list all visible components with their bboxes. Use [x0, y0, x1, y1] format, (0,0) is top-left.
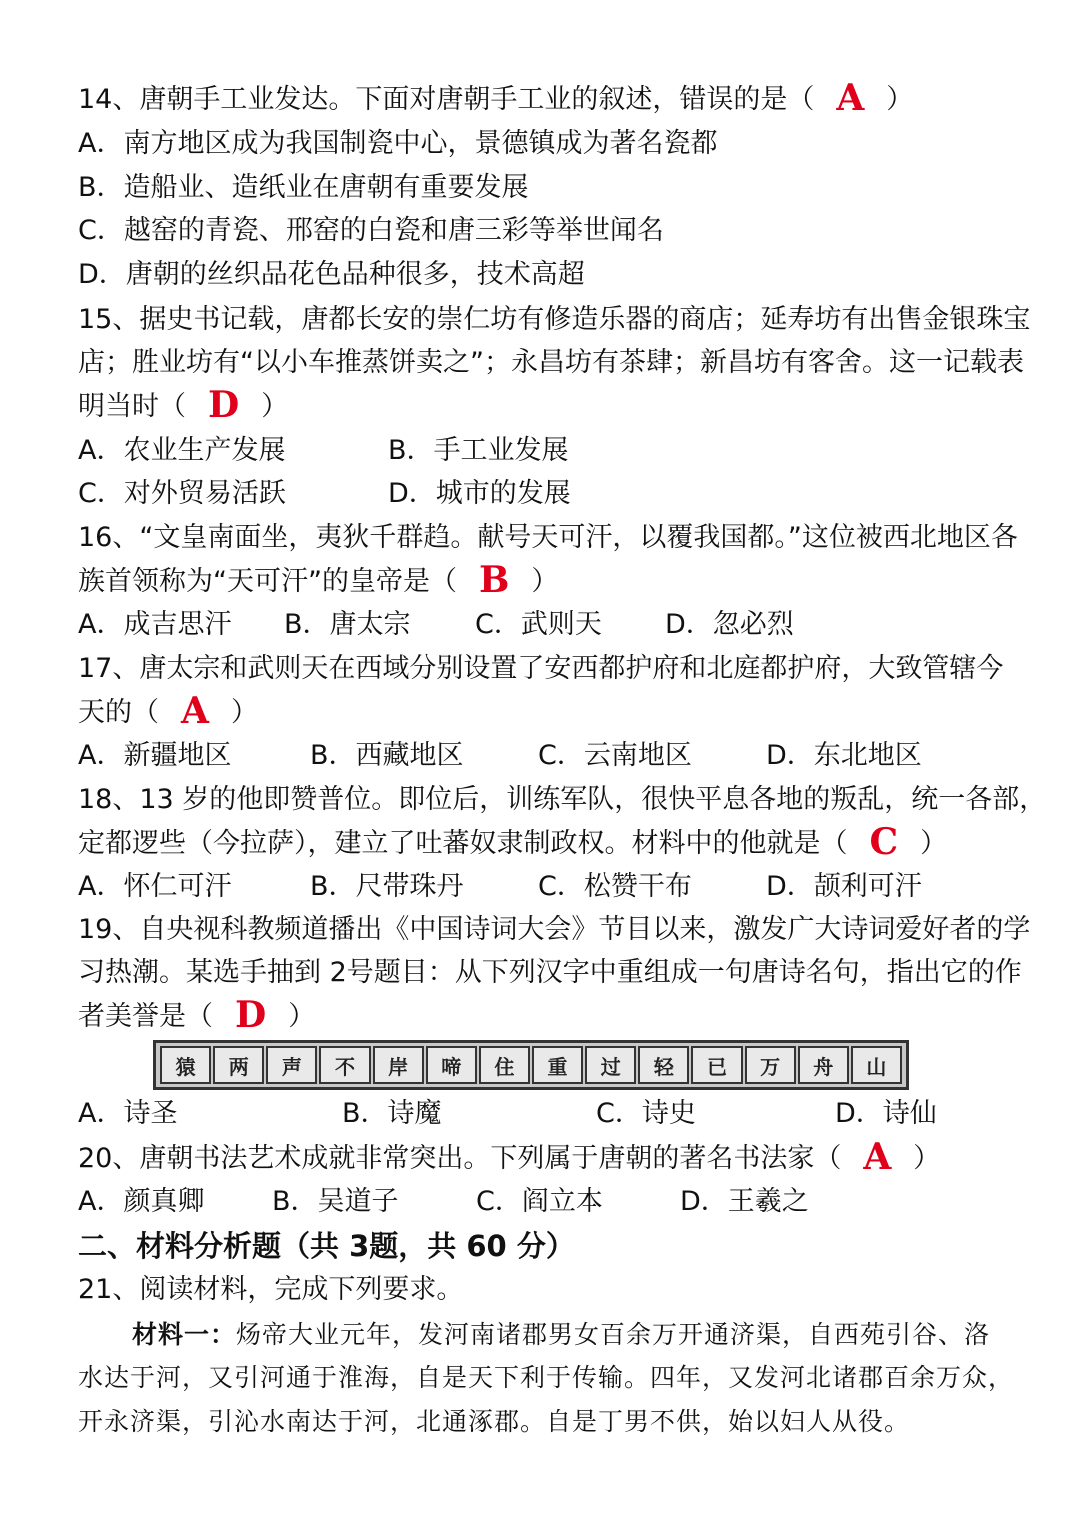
q14-answer: A [836, 77, 865, 119]
q18-line1: 18、13 岁的他即赞普位。即位后，训练军队，很快平息各地的叛乱，统一各部， [78, 784, 1047, 815]
q14-option-a: A．南方地区成为我国制瓷中心，景德镇成为著名瓷都 [78, 128, 718, 159]
q15-option-b: B．手工业发展 [388, 435, 569, 466]
q19-option-c: C．诗史 [596, 1098, 696, 1129]
q16-stem-close: ） [531, 566, 559, 597]
q14-stem-close: ） [886, 84, 914, 115]
q20-option-d: D．王羲之 [680, 1186, 809, 1217]
material1-label: 材料一： [132, 1320, 237, 1349]
q20-option-b: B．吴道子 [272, 1186, 399, 1217]
q19-option-a: A．诗圣 [78, 1098, 178, 1129]
q15-answer: D [208, 384, 240, 426]
q17-option-b: B．西藏地区 [310, 740, 464, 771]
q19-option-d: D．诗仙 [835, 1098, 937, 1129]
q19-line1: 19、自央视科教频道播出《中国诗词大会》节目以来，激发广大诗词爱好者的学 [78, 914, 1031, 945]
char-cell: 不 [319, 1046, 370, 1084]
q14-stem [78, 77, 914, 119]
char-cell: 住 [479, 1046, 530, 1084]
q17-answer: A [181, 690, 209, 732]
q16-option-b: B．唐太宗 [284, 609, 411, 640]
char-cell: 两 [213, 1046, 264, 1084]
q15-option-c: C．对外贸易活跃 [78, 478, 286, 509]
char-cell: 过 [585, 1046, 636, 1084]
char-cell: 已 [691, 1046, 742, 1084]
q17-stem-text: 天的（ [78, 697, 159, 728]
q18-option-d: D．颉利可汗 [766, 871, 922, 902]
q16-option-c: C．武则天 [475, 609, 602, 640]
q19-line2: 习热潮。某选手抽到 2号题目：从下列汉字中重组成一句唐诗名句，指出它的作 [78, 957, 1022, 988]
q18-stem-text: 定都逻些（今拉萨），建立了吐蕃奴隶制政权。材料中的他就是（ [78, 828, 848, 859]
q20-option-a: A．颜真卿 [78, 1186, 205, 1217]
q20-stem-close: ） [913, 1143, 941, 1174]
q15-option-d: D．城市的发展 [388, 478, 571, 509]
char-cell: 轻 [638, 1046, 689, 1084]
char-cell: 舟 [798, 1046, 849, 1084]
material1-text1: 炀帝大业元年，发河南诸郡男女百余万开通济渠，自西苑引谷、洛 [236, 1320, 991, 1349]
q19-answer: D [235, 994, 267, 1036]
q17-line1: 17、唐太宗和武则天在西域分别设置了安西都护府和北庭都护府，大致管辖今 [78, 653, 1004, 684]
q17-option-d: D．东北地区 [766, 740, 922, 771]
q20-answer: A [863, 1136, 892, 1178]
q15-stem-close: ） [261, 391, 289, 422]
character-grid [153, 1040, 909, 1090]
q15-line1: 15、据史书记载，唐都长安的崇仁坊有修造乐器的商店；延寿坊有出售金银珠宝 [78, 304, 1031, 335]
char-cell: 啼 [426, 1046, 477, 1084]
q17-line2 [78, 690, 258, 732]
q18-option-a: A．怀仁可汗 [78, 871, 232, 902]
q19-stem-close: ） [288, 1001, 316, 1032]
q15-option-a: A．农业生产发展 [78, 435, 286, 466]
q19-option-b: B．诗魔 [342, 1098, 442, 1129]
q18-line2 [78, 821, 948, 863]
section2-heading: 二、材料分析题（共 3题，共 60 分） [78, 1229, 575, 1263]
q14-option-b: B．造船业、造纸业在唐朝有重要发展 [78, 172, 529, 203]
char-cell: 山 [851, 1046, 902, 1084]
q17-stem-close: ） [230, 697, 258, 728]
q17-option-a: A．新疆地区 [78, 740, 232, 771]
q16-line1: 16、“文皇南面坐，夷狄千群趋。献号天可汗，以覆我国都。”这位被西北地区各 [78, 522, 1018, 553]
q17-option-c: C．云南地区 [538, 740, 692, 771]
q15-stem-text: 明当时（ [78, 391, 186, 422]
q14-option-c: C．越窑的青瓷、邢窑的白瓷和唐三彩等举世闻名 [78, 215, 664, 246]
q18-answer: C [869, 821, 899, 863]
q18-stem-close: ） [920, 828, 948, 859]
material1-line1 [132, 1318, 990, 1352]
material1-line2: 水达于河，又引河通于淮海，自是天下利于传输。四年，又发河北诸郡百余万众， [78, 1363, 1015, 1392]
q14-option-d: D．唐朝的丝织品花色品种很多，技术高超 [78, 259, 585, 290]
q16-option-a: A．成吉思汗 [78, 609, 232, 640]
char-cell: 万 [745, 1046, 796, 1084]
q21-stem: 21、阅读材料，完成下列要求。 [78, 1274, 464, 1305]
q19-stem-text: 者美誉是（ [78, 1001, 213, 1032]
q18-option-c: C．松赞干布 [538, 871, 692, 902]
q16-answer: B [478, 559, 510, 601]
char-cell: 重 [532, 1046, 583, 1084]
q15-line2: 店；胜业坊有“以小车推蒸饼卖之”；永昌坊有茶肆；新昌坊有客舍。这一记载表 [78, 347, 1024, 378]
q14-stem-text: 14、唐朝手工业发达。下面对唐朝手工业的叙述，错误的是（ [78, 84, 815, 115]
q18-option-b: B．尺带珠丹 [310, 871, 464, 902]
q16-option-d: D．忽必烈 [665, 609, 794, 640]
char-cell: 猿 [160, 1046, 211, 1084]
q20-option-c: C．阎立本 [476, 1186, 603, 1217]
q20-line1 [78, 1136, 941, 1178]
q16-line2 [78, 559, 559, 601]
char-cell: 岸 [373, 1046, 424, 1084]
q20-stem-text: 20、唐朝书法艺术成就非常突出。下列属于唐朝的著名书法家（ [78, 1143, 842, 1174]
q15-line3 [78, 384, 289, 426]
q16-stem-text: 族首领称为“天可汗”的皇帝是（ [78, 566, 457, 597]
material1-line3: 开永济渠，引沁水南达于河，北通涿郡。自是丁男不供，始以妇人从役。 [78, 1407, 911, 1436]
char-cell: 声 [266, 1046, 317, 1084]
q19-line3 [78, 994, 316, 1036]
